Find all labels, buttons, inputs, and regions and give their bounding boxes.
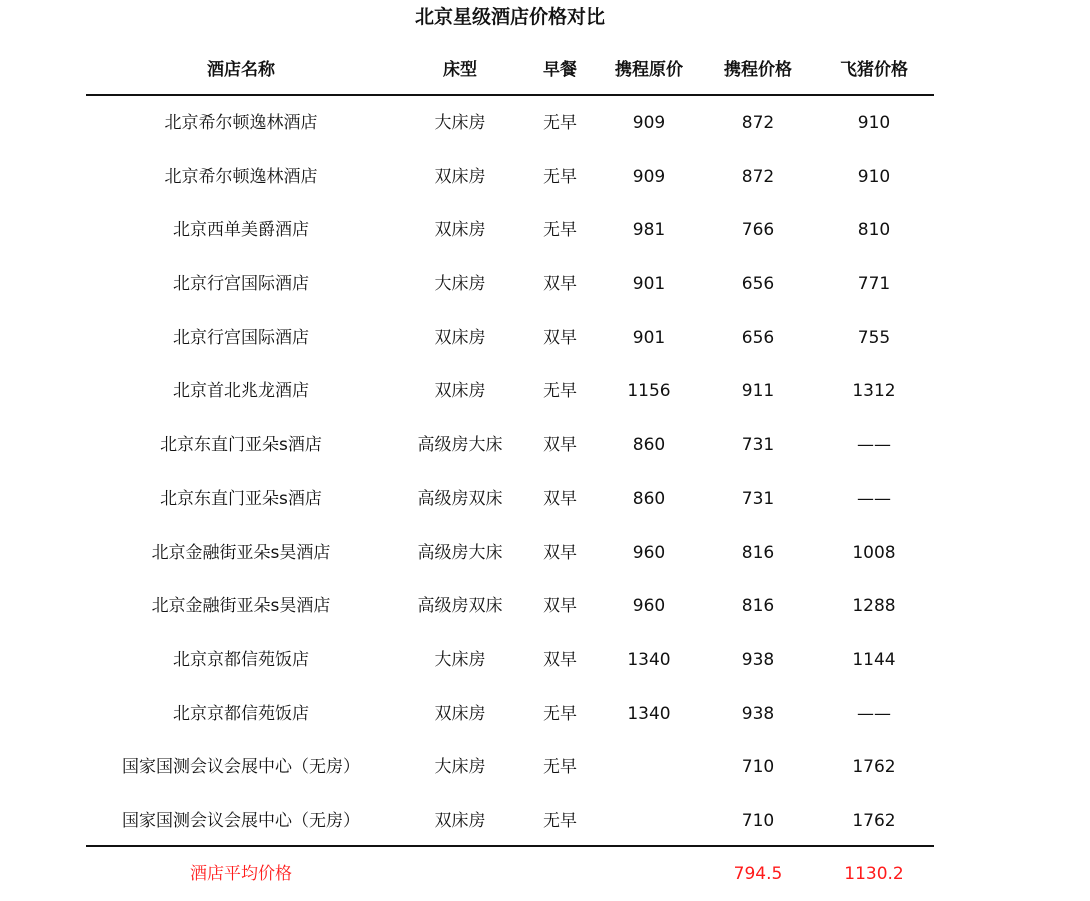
cell-bed-type: 高级房大床 [417,542,503,563]
table-row [0,527,1090,581]
cell-fliggy-price: 1762 [852,757,896,778]
cell-fliggy-price: 1008 [852,542,896,563]
cell-bed-type: 双床房 [434,810,486,831]
cell-bed-type: 高级房双床 [417,596,503,617]
table-row [0,741,1090,795]
cell-ctrip-price: 872 [741,166,775,187]
cell-hotel-name: 北京东直门亚朵s酒店 [160,435,322,456]
cell-ctrip-original: 909 [632,113,666,133]
cell-ctrip-original: 909 [632,166,666,187]
cell-fliggy-price: 771 [857,274,891,295]
cell-ctrip-price: 710 [741,757,775,778]
cell-fliggy-price: 1288 [852,596,896,617]
cell-fliggy-price: 1312 [852,381,896,402]
cell-ctrip-original: 981 [632,220,666,241]
table-row [0,204,1090,258]
cell-breakfast: 双早 [543,274,577,295]
cell-ctrip-price: 731 [741,488,775,509]
cell-breakfast: 双早 [543,649,577,670]
cell-bed-type: 双床房 [434,381,486,402]
average-price-label: 酒店平均价格 [190,864,292,884]
table-row [0,365,1090,419]
table-body [0,97,1090,849]
cell-breakfast: 双早 [543,327,577,348]
cell-ctrip-original: 1156 [627,381,671,402]
cell-fliggy-price: —— [857,488,891,509]
cell-breakfast: 无早 [543,381,577,402]
cell-ctrip-original [596,795,702,849]
cell-hotel-name: 北京东直门亚朵s酒店 [160,488,322,509]
cell-breakfast: 无早 [543,113,577,133]
cell-bed-type: 大床房 [434,274,486,295]
cell-hotel-name: 北京京都信苑饭店 [173,703,309,724]
cell-fliggy-price: —— [857,435,891,456]
cell-ctrip-price: 872 [741,113,775,133]
cell-ctrip-original: 860 [632,488,666,509]
cell-bed-type: 大床房 [434,649,486,670]
cell-bed-type: 双床房 [434,166,486,187]
cell-ctrip-price: 911 [741,381,775,402]
cell-ctrip-original [596,741,702,795]
header-breakfast: 早餐 [543,60,577,80]
table-header [0,53,1090,87]
cell-bed-type: 大床房 [434,757,486,778]
cell-fliggy-price: 910 [857,113,891,133]
table-row [0,312,1090,366]
cell-breakfast: 无早 [543,220,577,241]
cell-bed-type: 双床房 [434,327,486,348]
cell-ctrip-original: 1340 [627,649,671,670]
cell-ctrip-price: 766 [741,220,775,241]
table-footer [0,850,1090,898]
cell-ctrip-price: 656 [741,327,775,348]
cell-bed-type: 双床房 [434,220,486,241]
cell-breakfast: 双早 [543,542,577,563]
table-row [0,580,1090,634]
cell-ctrip-original: 1340 [627,703,671,724]
cell-fliggy-price: 1144 [852,649,896,670]
cell-ctrip-original: 960 [632,542,666,563]
cell-ctrip-price: 816 [741,542,775,563]
fliggy-average-price: 1130.2 [844,864,904,884]
table-row [0,688,1090,742]
cell-bed-type: 高级房双床 [417,488,503,509]
cell-hotel-name: 北京西单美爵酒店 [173,220,309,241]
cell-hotel-name: 北京希尔顿逸林酒店 [164,113,318,133]
cell-fliggy-price: —— [857,703,891,724]
cell-ctrip-price: 938 [741,703,775,724]
cell-bed-type: 双床房 [434,703,486,724]
cell-hotel-name: 北京首北兆龙酒店 [173,381,309,402]
header-ctrip-price: 携程价格 [724,60,792,80]
header-bed-type: 床型 [443,60,477,80]
cell-hotel-name: 北京行宫国际酒店 [173,274,309,295]
cell-bed-type: 高级房大床 [417,435,503,456]
cell-breakfast: 无早 [543,166,577,187]
cell-fliggy-price: 755 [857,327,891,348]
table-row [0,795,1090,849]
cell-ctrip-original: 960 [632,596,666,617]
cell-ctrip-original: 860 [632,435,666,456]
cell-ctrip-original: 901 [632,274,666,295]
cell-bed-type: 大床房 [434,113,486,133]
table-row [0,634,1090,688]
ctrip-average-price: 794.5 [733,864,783,884]
table-row [0,473,1090,527]
cell-breakfast: 双早 [543,488,577,509]
cell-hotel-name: 北京金融街亚朵s昊酒店 [151,596,331,617]
cell-ctrip-price: 938 [741,649,775,670]
table-row [0,419,1090,473]
cell-breakfast: 双早 [543,435,577,456]
cell-hotel-name: 北京行宫国际酒店 [173,327,309,348]
cell-hotel-name: 国家国测会议会展中心（无房） [122,810,360,831]
cell-breakfast: 无早 [543,810,577,831]
cell-ctrip-price: 816 [741,596,775,617]
cell-ctrip-price: 710 [741,810,775,831]
cell-breakfast: 无早 [543,757,577,778]
cell-hotel-name: 北京金融街亚朵s昊酒店 [151,542,331,563]
table-row [0,97,1090,151]
header-ctrip-original: 携程原价 [615,60,683,80]
table-row [0,258,1090,312]
cell-ctrip-price: 656 [741,274,775,295]
page-title: 北京星级酒店价格对比 [414,6,605,28]
cell-ctrip-original: 901 [632,327,666,348]
cell-hotel-name: 北京希尔顿逸林酒店 [164,166,318,187]
cell-breakfast: 双早 [543,596,577,617]
cell-fliggy-price: 810 [857,220,891,241]
cell-hotel-name: 国家国测会议会展中心（无房） [122,757,360,778]
table-row [0,151,1090,205]
footer-divider [86,845,934,847]
header-fliggy-price: 飞猪价格 [840,60,908,80]
cell-hotel-name: 北京京都信苑饭店 [173,649,309,670]
header-divider [86,94,934,96]
cell-fliggy-price: 1762 [852,810,896,831]
cell-breakfast: 无早 [543,703,577,724]
cell-fliggy-price: 910 [857,166,891,187]
header-hotel-name: 酒店名称 [207,60,275,80]
cell-ctrip-price: 731 [741,435,775,456]
